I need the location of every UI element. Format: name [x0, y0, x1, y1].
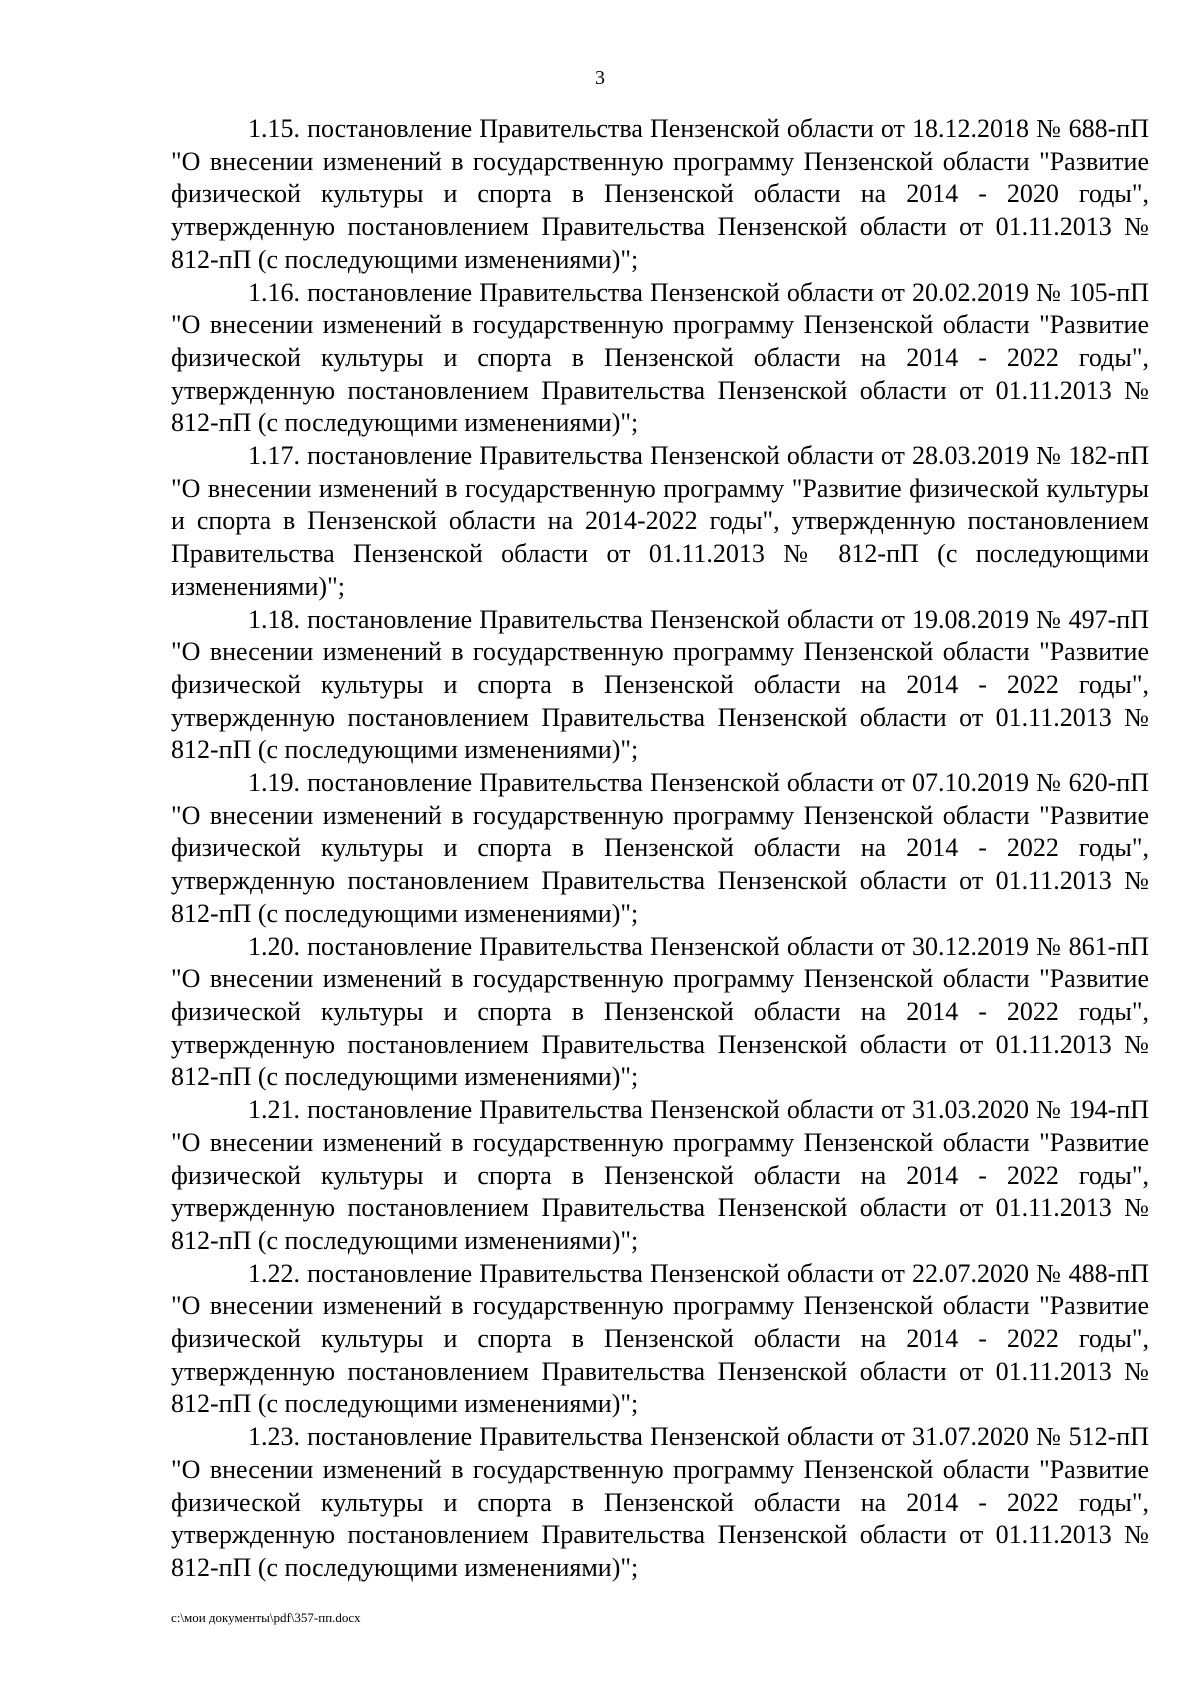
paragraph-1-17: 1.17. постановление Правительства Пензенской области от 28.03.2019 № 182-пП "О внесении изменений в государственную программу "Развитие физической культуры и спорта в Пензенской области на 2014-2022 годы", утвержденную постановлением Правительства Пензенской области от 01.11.2013 № 812-пП (с последующими изменениями)"; — [171, 441, 1149, 601]
page-number: 3 — [595, 67, 605, 89]
paragraph-1-18: 1.18. постановление Правительства Пензенской области от 19.08.2019 № 497-пП "О внесении изменений в государственную программу Пензенской области "Развитие физической культуры и спорта в Пензенской области на 2014 - 2022 годы", утвержденную постановлением Правительства Пензенской области от 01.11.2013 № 812-пП (с последующими изменениями)"; — [171, 604, 1149, 765]
paragraph-1-23: 1.23. постановление Правительства Пензенской области от 31.07.2020 № 512-пП "О внесении изменений в государственную программу Пензенской области "Развитие физической культуры и спорта в Пензенской области на 2014 - 2022 годы", утвержденную постановлением Правительства Пензенской области от 01.11.2013 № 812-пП (с последующими изменениями)"; — [171, 1422, 1149, 1582]
document-body — [171, 113, 1149, 1585]
footer-file-path: c:\мои документы\pdf\357-пп.docx — [171, 1610, 361, 1625]
paragraph-1-16: 1.16. постановление Правительства Пензенской области от 20.02.2019 № 105-пП "О внесении изменений в государственную программу Пензенской области "Развитие физической культуры и спорта в Пензенской области на 2014 - 2022 годы", утвержденную постановлением Правительства Пензенской области от 01.11.2013 № 812-пП (с последующими изменениями)"; — [171, 277, 1149, 438]
paragraph-1-20: 1.20. постановление Правительства Пензенской области от 30.12.2019 № 861-пП "О внесении изменений в государственную программу Пензенской области "Развитие физической культуры и спорта в Пензенской области на 2014 - 2022 годы", утвержденную постановлением Правительства Пензенской области от 01.11.2013 № 812-пП (с последующими изменениями)"; — [171, 931, 1149, 1092]
paragraph-1-15: 1.15. постановление Правительства Пензенской области от 18.12.2018 № 688-пП "О внесении изменений в государственную программу Пензенской области "Развитие физической культуры и спорта в Пензенской области на 2014 - 2020 годы", утвержденную постановлением Правительства Пензенской области от 01.11.2013 № 812-пП (с последующими изменениями)"; — [171, 114, 1149, 274]
paragraph-1-19: 1.19. постановление Правительства Пензенской области от 07.10.2019 № 620-пП "О внесении изменений в государственную программу Пензенской области "Развитие физической культуры и спорта в Пензенской области на 2014 - 2022 годы", утвержденную постановлением Правительства Пензенской области от 01.11.2013 № 812-пП (с последующими изменениями)"; — [171, 768, 1149, 928]
paragraph-1-21: 1.21. постановление Правительства Пензенской области от 31.03.2020 № 194-пП "О внесении изменений в государственную программу Пензенской области "Развитие физической культуры и спорта в Пензенской области на 2014 - 2022 годы", утвержденную постановлением Правительства Пензенской области от 01.11.2013 № 812-пП (с последующими изменениями)"; — [171, 1095, 1149, 1255]
paragraph-1-22: 1.22. постановление Правительства Пензенской области от 22.07.2020 № 488-пП "О внесении изменений в государственную программу Пензенской области "Развитие физической культуры и спорта в Пензенской области на 2014 - 2022 годы", утвержденную постановлением Правительства Пензенской области от 01.11.2013 № 812-пП (с последующими изменениями)"; — [171, 1258, 1149, 1419]
